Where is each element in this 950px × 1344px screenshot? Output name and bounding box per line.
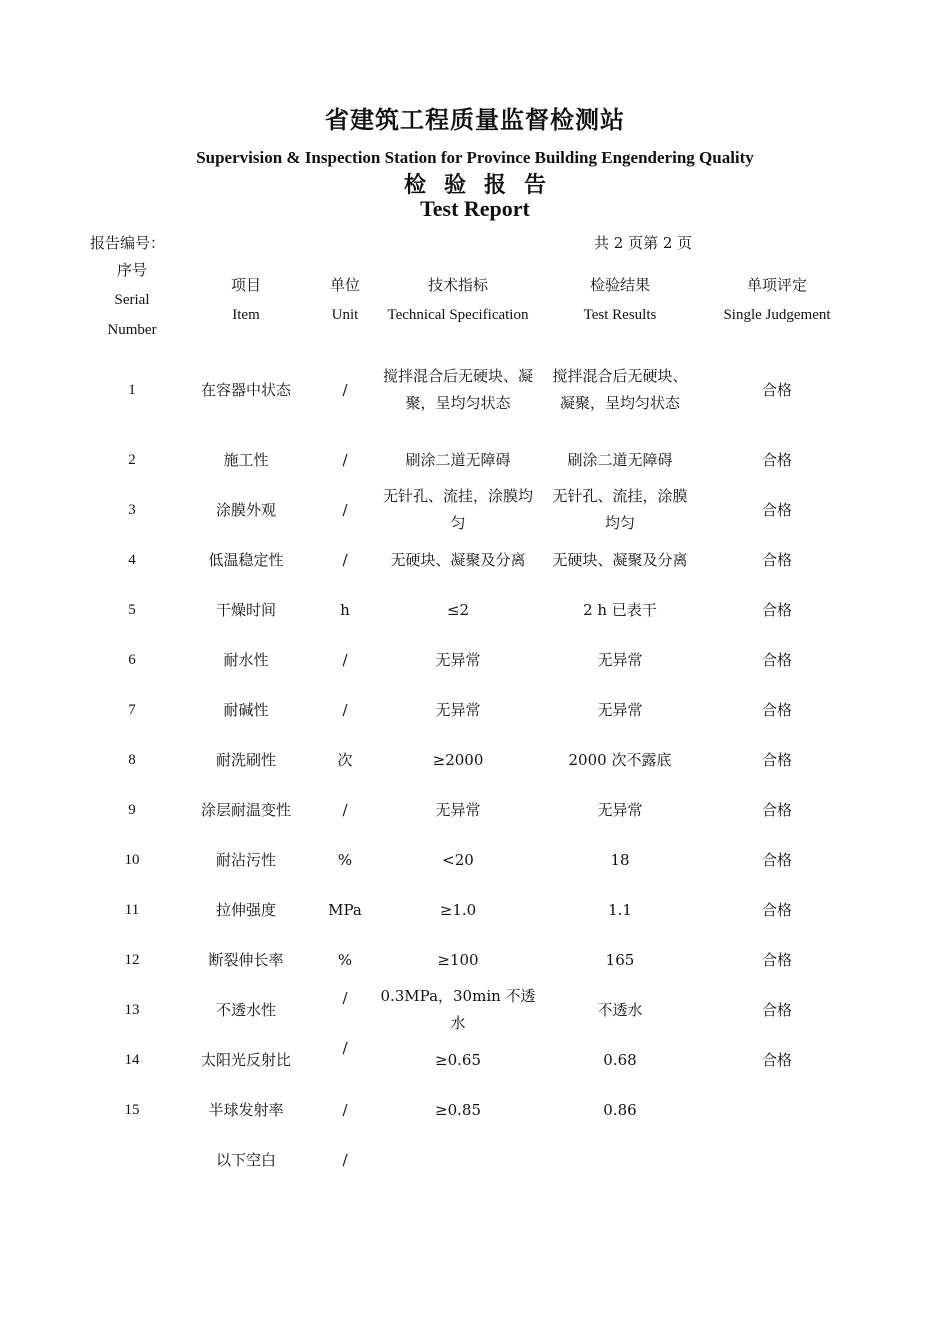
row-spec: 搅拌混合后无硬块、凝聚，呈均匀状态 <box>382 367 533 412</box>
row-serial: 1 <box>128 381 136 398</box>
station-title-en: Supervision & Inspection Station for Province Building Engendering Quality <box>196 148 754 167</box>
row-serial: 14 <box>124 1051 140 1068</box>
row-spec: 无异常 <box>435 650 481 669</box>
row-result: 搅拌混合后无硬块、凝聚，呈均匀状态 <box>552 367 688 412</box>
row-result: 无硬块、凝聚及分离 <box>552 550 688 569</box>
header-unit-cn: 单位 <box>329 276 360 294</box>
row-result <box>548 1135 692 1185</box>
row-spec <box>378 1135 538 1185</box>
table-row <box>0 1085 950 1135</box>
row-serial: 6 <box>128 651 136 668</box>
row-unit: / <box>342 989 348 1007</box>
row-unit: / <box>342 500 348 519</box>
row-unit: h <box>340 600 350 619</box>
row-judgement: 合格 <box>761 950 792 969</box>
row-unit: / <box>342 380 348 399</box>
header-judge-cn: 单项评定 <box>746 276 807 294</box>
station-title-cn: 省建筑工程质量监督检测站 <box>325 105 625 134</box>
row-serial: 9 <box>128 801 136 818</box>
row-spec: ≥2000 <box>432 750 484 769</box>
row-unit: % <box>337 950 353 969</box>
row-serial: 2 <box>128 451 136 468</box>
row-result: 1.1 <box>608 900 632 919</box>
row-item: 干燥时间 <box>215 600 276 619</box>
row-serial: 7 <box>128 701 136 718</box>
table-row <box>0 785 950 835</box>
row-item: 太阳光反射比 <box>200 1050 291 1069</box>
row-judgement: 合格 <box>761 1050 792 1069</box>
row-unit: % <box>337 850 353 869</box>
row-judgement: 合格 <box>761 800 792 819</box>
row-item: 耐洗刷性 <box>215 750 276 769</box>
row-unit: / <box>342 550 348 569</box>
table-row <box>0 935 950 985</box>
header-serial-en2: Number <box>107 322 157 338</box>
row-judgement: 合格 <box>761 850 792 869</box>
header-serial <box>92 255 172 355</box>
row-judgement: 合格 <box>761 450 792 469</box>
header-unit-en: Unit <box>331 307 359 323</box>
header-item-en: Item <box>232 307 260 323</box>
page-count: 共 2 页第 2 页 <box>594 234 693 252</box>
row-judgement: 合格 <box>761 380 792 399</box>
report-number-label: 报告编号： <box>90 234 166 252</box>
row-result: 0.86 <box>603 1100 637 1119</box>
row-unit: / <box>342 650 348 669</box>
report-title-cn: 检验报告 <box>403 172 564 198</box>
row-serial: 8 <box>128 751 136 768</box>
table-row <box>0 535 950 585</box>
row-judgement: 合格 <box>761 1000 792 1019</box>
row-spec: 0.3MPa，30min 不透水 <box>380 987 536 1032</box>
row-judgement: 合格 <box>761 650 792 669</box>
row-unit: / <box>342 700 348 719</box>
header-serial-cn: 序号 <box>116 261 147 279</box>
table-row <box>0 1135 950 1185</box>
row-serial: 12 <box>124 951 140 968</box>
row-item: 涂层耐温变性 <box>200 800 291 819</box>
row-item: 断裂伸长率 <box>208 950 284 969</box>
row-spec: ≥1.0 <box>439 900 477 919</box>
header-judge-en: Single Judgement <box>723 307 831 323</box>
report-title-en: Test Report <box>420 196 530 221</box>
row-item: 施工性 <box>223 450 269 469</box>
row-item: 以下空白 <box>215 1150 276 1169</box>
row-item: 耐碱性 <box>223 700 269 719</box>
row-judgement: 合格 <box>761 700 792 719</box>
table-row <box>0 485 950 535</box>
row-item: 低温稳定性 <box>208 550 284 569</box>
row-item: 拉伸强度 <box>215 900 276 919</box>
row-judgement <box>697 1135 857 1185</box>
table-row <box>0 345 950 435</box>
row-unit: / <box>342 1150 348 1169</box>
row-result: 18 <box>610 850 630 869</box>
table-row <box>0 735 950 785</box>
row-item: 耐沾污性 <box>215 850 276 869</box>
table-row <box>0 985 950 1035</box>
table-row <box>0 885 950 935</box>
row-serial: 13 <box>124 1001 140 1018</box>
row-unit: 次 <box>337 750 353 769</box>
row-spec: 刷涂二道无障碍 <box>405 450 511 469</box>
row-spec: 无针孔、流挂，涂膜均匀 <box>382 487 533 532</box>
row-judgement: 合格 <box>761 600 792 619</box>
row-serial <box>92 1135 172 1185</box>
row-spec: ≥100 <box>437 950 479 969</box>
row-spec: 无异常 <box>435 800 481 819</box>
row-serial: 11 <box>124 901 140 918</box>
row-spec: 无异常 <box>435 700 481 719</box>
row-spec: ≥0.85 <box>435 1100 481 1119</box>
row-judgement: 合格 <box>761 750 792 769</box>
row-result: 无异常 <box>597 700 643 719</box>
row-result: 刷涂二道无障碍 <box>567 450 673 469</box>
row-item: 不透水性 <box>215 1000 276 1019</box>
row-unit: / <box>342 1039 348 1057</box>
row-serial: 3 <box>128 501 136 518</box>
row-result: 2 h 已表干 <box>583 600 657 619</box>
row-judgement: 合格 <box>761 500 792 519</box>
row-spec: 无硬块、凝聚及分离 <box>390 550 526 569</box>
row-unit: MPa <box>328 900 362 919</box>
header-result-en: Test Results <box>583 307 657 323</box>
row-spec: ≥0.65 <box>435 1050 481 1069</box>
row-judgement: 合格 <box>761 900 792 919</box>
header-spec-cn: 技术指标 <box>427 276 488 294</box>
row-item: 在容器中状态 <box>200 380 291 399</box>
header-item-cn: 项目 <box>230 276 261 294</box>
row-result: 0.68 <box>603 1050 637 1069</box>
row-unit: / <box>342 800 348 819</box>
row-result: 不透水 <box>597 1000 643 1019</box>
row-unit: / <box>342 450 348 469</box>
row-serial: 10 <box>124 851 140 868</box>
row-result: 无异常 <box>597 650 643 669</box>
table-row <box>0 685 950 735</box>
row-serial: 5 <box>128 601 136 618</box>
row-result: 无异常 <box>597 800 643 819</box>
row-item: 涂膜外观 <box>215 500 276 519</box>
row-result: 无针孔、流挂，涂膜均匀 <box>552 487 688 532</box>
table-row <box>0 635 950 685</box>
table-row <box>0 435 950 485</box>
row-spec: ≤2 <box>446 600 470 619</box>
row-unit: / <box>342 1100 348 1119</box>
row-judgement <box>697 1085 857 1135</box>
row-item: 半球发射率 <box>208 1100 284 1119</box>
row-result: 2000 次不露底 <box>568 750 672 769</box>
row-serial: 4 <box>128 551 136 568</box>
row-result: 165 <box>605 950 635 969</box>
row-spec: <20 <box>442 850 474 869</box>
table-row <box>0 835 950 885</box>
header-serial-en1: Serial <box>114 292 150 308</box>
table-row <box>0 585 950 635</box>
row-judgement: 合格 <box>761 550 792 569</box>
header-result-cn: 检验结果 <box>589 276 650 294</box>
row-serial: 15 <box>124 1101 140 1118</box>
table-row <box>0 1035 950 1085</box>
header-spec-en: Technical Specification <box>387 307 529 323</box>
row-item: 耐水性 <box>223 650 269 669</box>
